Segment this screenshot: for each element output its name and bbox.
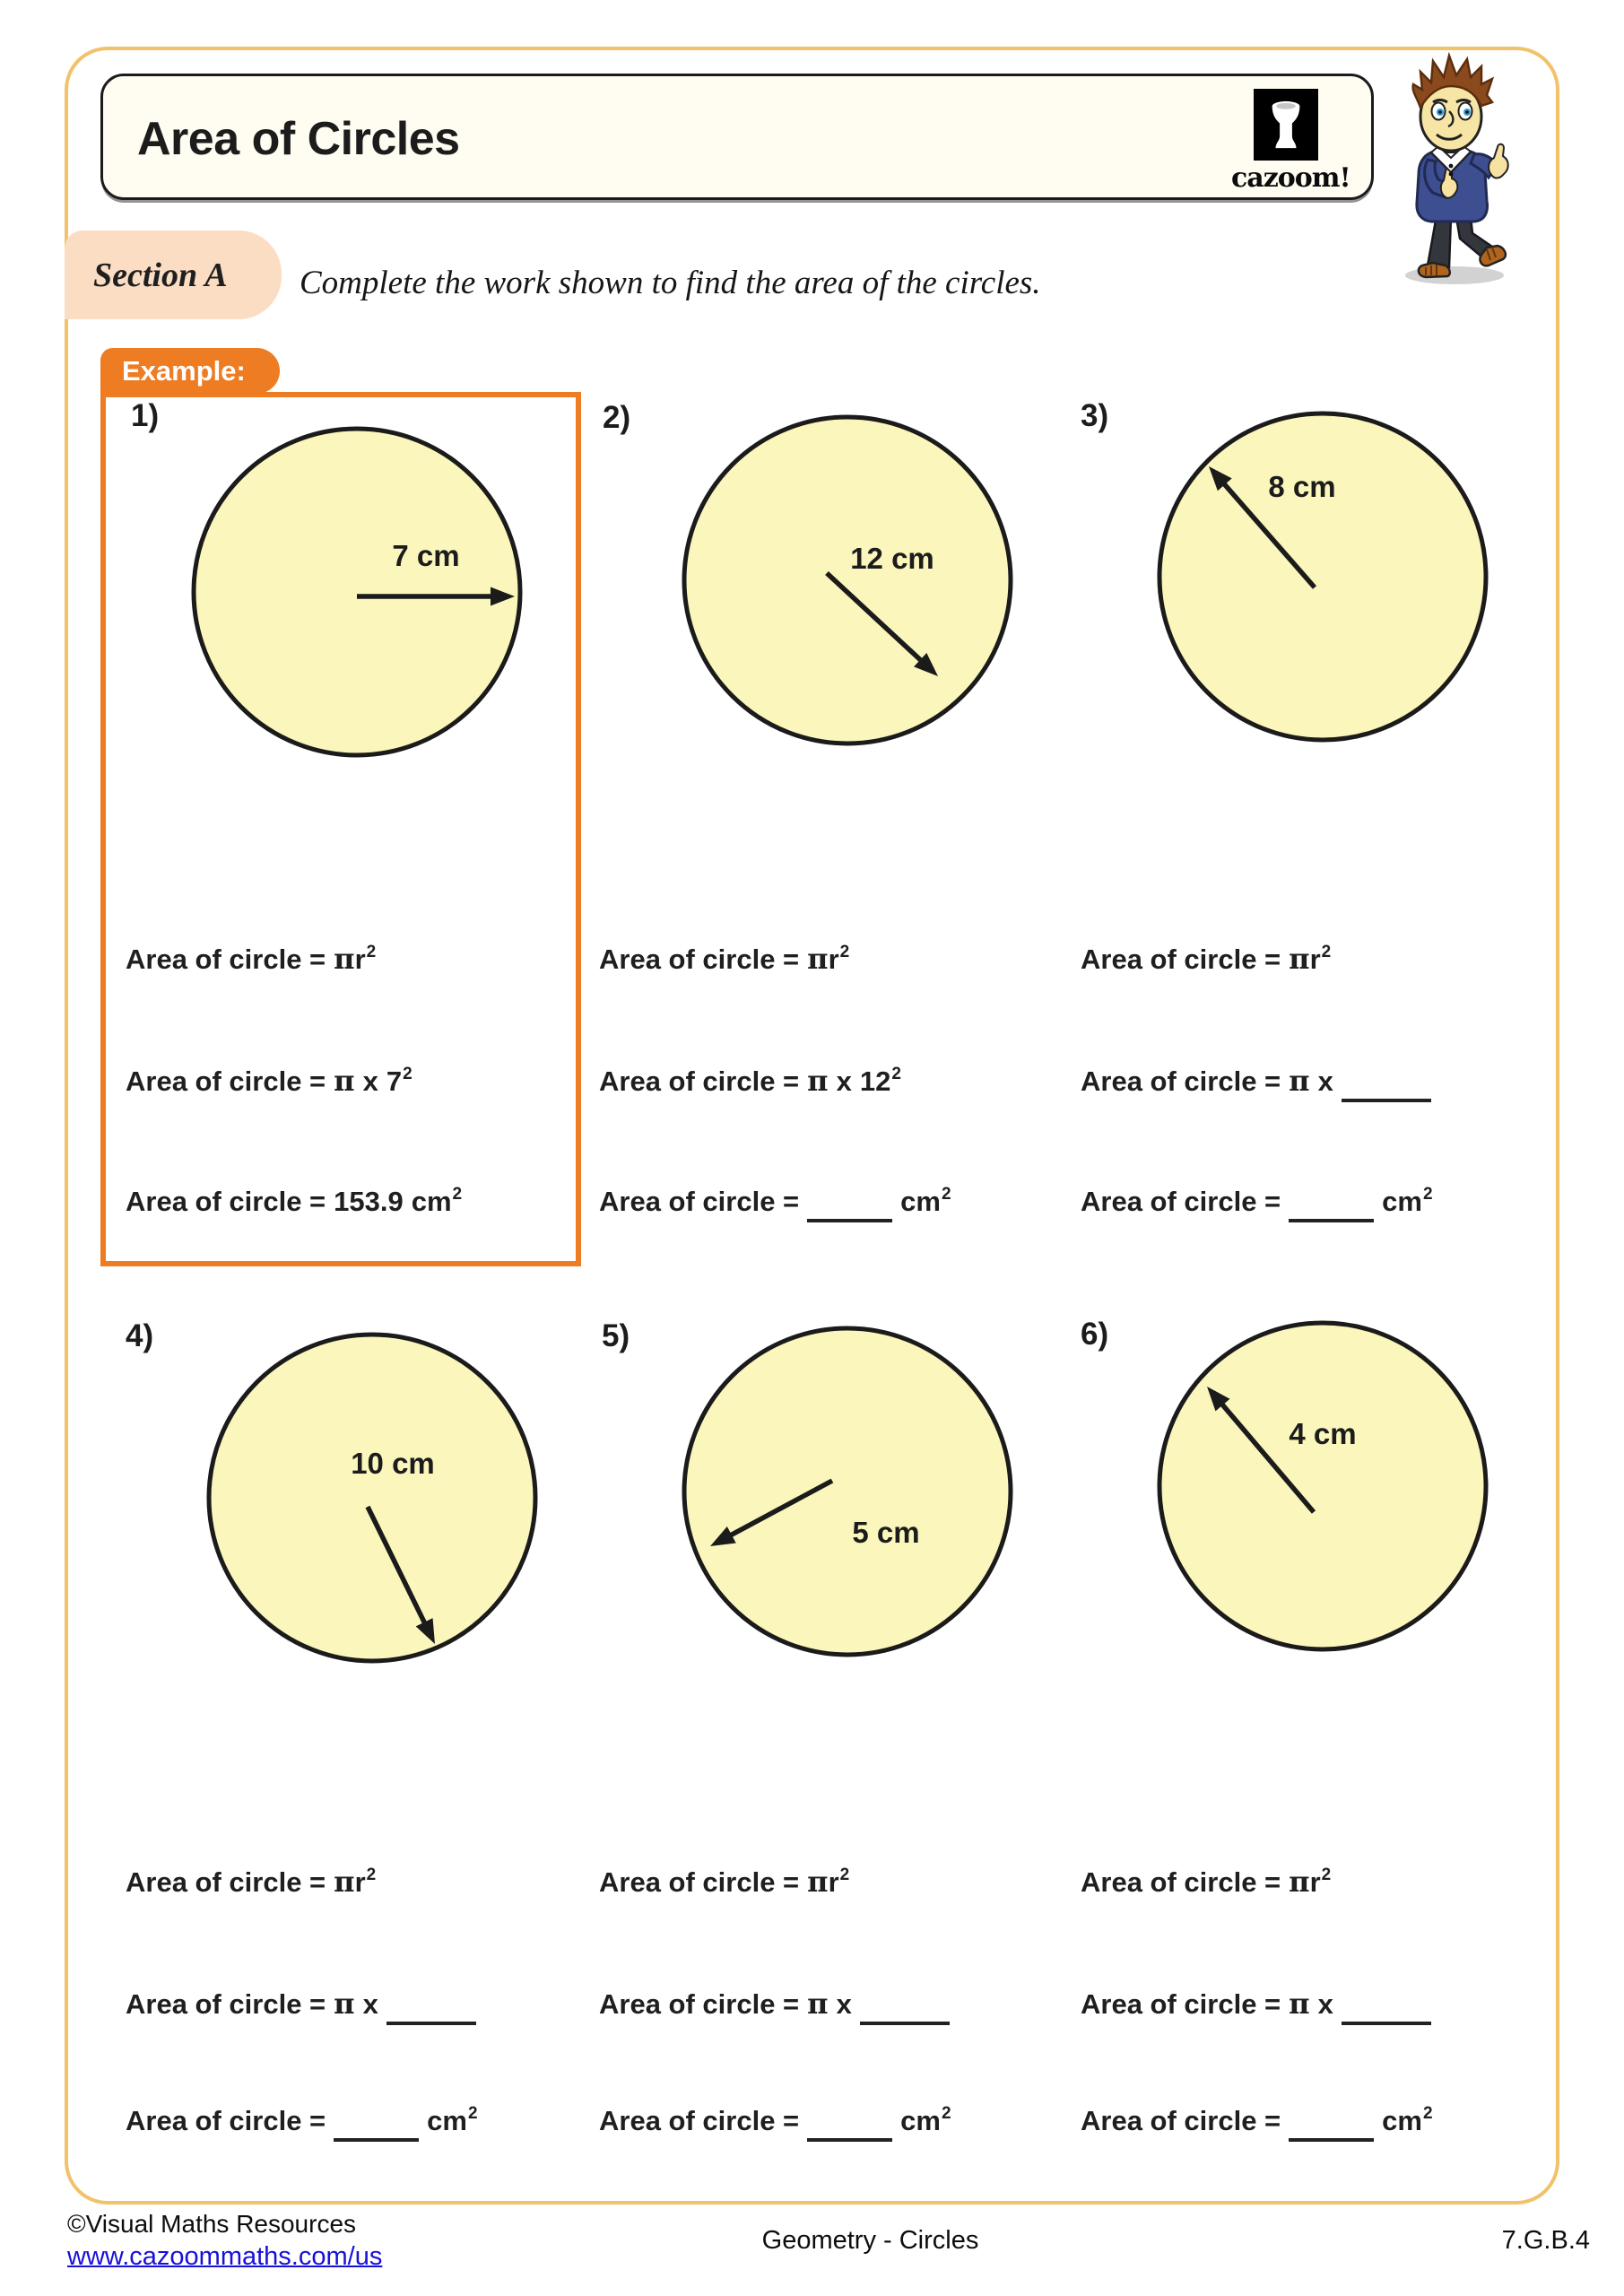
pi-symbol: π bbox=[1289, 1865, 1310, 1899]
problem-circle bbox=[684, 1328, 1011, 1655]
pi-symbol: π bbox=[334, 1064, 355, 1098]
mascot-boy-illustration bbox=[1392, 52, 1540, 290]
formula-prefix: Area of circle = bbox=[1081, 944, 1281, 975]
formula-prefix: Area of circle = bbox=[1081, 1065, 1281, 1097]
drum-icon bbox=[1254, 89, 1318, 161]
pi-symbol: π bbox=[334, 942, 355, 976]
formula-prefix: Area of circle = bbox=[1081, 1186, 1281, 1217]
pi-symbol: π bbox=[807, 1064, 829, 1098]
superscript-2: 2 bbox=[366, 943, 377, 961]
formula-line-2 bbox=[1081, 1987, 1431, 2021]
formula-line-2 bbox=[126, 1987, 476, 2021]
superscript-2: 2 bbox=[403, 1065, 413, 1083]
brand-wordmark: cazoom! bbox=[1231, 162, 1350, 194]
superscript-2: 2 bbox=[1321, 943, 1332, 961]
pi-symbol: π bbox=[807, 1865, 829, 1899]
formula-line-3 bbox=[1081, 1186, 1433, 1218]
radius-variable: r bbox=[1309, 944, 1321, 975]
superscript-2: 2 bbox=[1321, 1866, 1332, 1884]
unit-cm: cm bbox=[411, 1186, 452, 1217]
formula-prefix: Area of circle = bbox=[126, 1866, 326, 1898]
formula-term bbox=[334, 1865, 376, 1899]
formula-prefix: Area of circle = bbox=[126, 2105, 326, 2136]
formula-term bbox=[807, 1865, 849, 1899]
unit-cm: cm bbox=[1382, 1186, 1422, 1217]
problem-number: 4) bbox=[126, 1318, 154, 1353]
problem-circle bbox=[684, 417, 1011, 744]
formula-prefix: Area of circle = bbox=[599, 944, 800, 975]
formula-prefix: Area of circle = bbox=[599, 1866, 800, 1898]
times-symbol: x bbox=[836, 1065, 852, 1097]
formula-term bbox=[1382, 2105, 1432, 2137]
formula-prefix: Area of circle = bbox=[1081, 1988, 1281, 2020]
problem-circle bbox=[1159, 413, 1486, 740]
formula-term bbox=[1289, 942, 1331, 976]
circle-figure bbox=[1148, 1311, 1498, 1661]
radius-variable: r bbox=[828, 944, 839, 975]
formula-line-1 bbox=[126, 1865, 376, 1899]
formula-line-3 bbox=[1081, 2105, 1433, 2137]
formula-term bbox=[860, 1065, 901, 1098]
formula-term bbox=[1289, 1865, 1331, 1899]
times-symbol: x bbox=[1317, 1065, 1333, 1097]
formula-prefix: Area of circle = bbox=[126, 944, 326, 975]
formula-line-3 bbox=[599, 2105, 951, 2137]
superscript-2: 2 bbox=[941, 1185, 951, 1204]
footer-topic: Geometry - Circles bbox=[761, 2226, 979, 2255]
example-tab bbox=[100, 348, 280, 394]
superscript-2: 2 bbox=[839, 943, 850, 961]
radius-variable: r bbox=[828, 1866, 839, 1898]
answer-blank bbox=[334, 2115, 419, 2142]
radius-label: 8 cm bbox=[1268, 470, 1336, 503]
formula-prefix: Area of circle = bbox=[1081, 2105, 1281, 2136]
radius-label: 12 cm bbox=[850, 542, 934, 575]
formula-term bbox=[900, 2105, 951, 2137]
formula-prefix: Area of circle = bbox=[599, 1988, 800, 2020]
formula-term bbox=[427, 2105, 477, 2137]
radius-value: 12 bbox=[859, 1065, 891, 1097]
problem-number: 1) bbox=[131, 398, 160, 433]
formula-line-3 bbox=[599, 1186, 951, 1218]
problem-number: 2) bbox=[603, 400, 631, 435]
radius-label: 5 cm bbox=[852, 1516, 920, 1549]
pi-symbol: π bbox=[807, 1987, 829, 2021]
answer-blank bbox=[807, 1196, 892, 1222]
circle-figure bbox=[673, 405, 1022, 755]
formula-line-2 bbox=[1081, 1064, 1431, 1098]
radius-value: 7 bbox=[386, 1065, 403, 1097]
problem-number: 5) bbox=[602, 1318, 630, 1353]
radius-label: 7 cm bbox=[392, 539, 460, 572]
pi-symbol: π bbox=[334, 1865, 355, 1899]
formula-line-3 bbox=[126, 2105, 478, 2137]
problem-number: 3) bbox=[1081, 398, 1109, 433]
formula-line-2 bbox=[599, 1987, 950, 2021]
answer-blank bbox=[1289, 2115, 1374, 2142]
answer-blank bbox=[386, 1998, 476, 2025]
times-symbol: x bbox=[362, 1065, 378, 1097]
area-value: 153.9 bbox=[334, 1186, 404, 1217]
circle-figure bbox=[197, 1323, 547, 1673]
unit-cm: cm bbox=[1382, 2105, 1422, 2136]
superscript-2: 2 bbox=[1422, 2104, 1433, 2123]
formula-line-2 bbox=[599, 1064, 901, 1098]
superscript-2: 2 bbox=[1422, 1185, 1433, 1204]
pi-symbol: π bbox=[807, 942, 829, 976]
page-title: Area of Circles bbox=[137, 113, 460, 165]
superscript-2: 2 bbox=[941, 2104, 951, 2123]
unit-cm: cm bbox=[900, 2105, 941, 2136]
superscript-2: 2 bbox=[366, 1866, 377, 1884]
answer-blank bbox=[807, 2115, 892, 2142]
formula-term bbox=[807, 942, 849, 976]
formula-term bbox=[900, 1186, 951, 1218]
radius-variable: r bbox=[354, 1866, 366, 1898]
formula-prefix: Area of circle = bbox=[599, 1186, 800, 1217]
footer-copyright: ©Visual Maths Resources bbox=[67, 2210, 357, 2238]
times-symbol: x bbox=[362, 1988, 378, 2020]
pi-symbol: π bbox=[1289, 1987, 1310, 2021]
pi-symbol: π bbox=[1289, 1064, 1310, 1098]
radius-variable: r bbox=[1309, 1866, 1321, 1898]
formula-prefix: Area of circle = bbox=[599, 2105, 800, 2136]
answer-blank bbox=[1342, 1075, 1431, 1102]
footer-website-link[interactable]: www.cazoommaths.com/us bbox=[67, 2242, 383, 2271]
footer-standard-code: 7.G.B.4 bbox=[1501, 2226, 1590, 2255]
formula-prefix: Area of circle = bbox=[599, 1065, 800, 1097]
formula-line-1 bbox=[599, 942, 849, 976]
answer-blank bbox=[1342, 1998, 1431, 2025]
superscript-2: 2 bbox=[467, 2104, 478, 2123]
formula-line-1 bbox=[1081, 942, 1331, 976]
unit-cm: cm bbox=[900, 1186, 941, 1217]
example-tab-label: Example: bbox=[122, 355, 246, 387]
superscript-2: 2 bbox=[839, 1866, 850, 1884]
answer-blank bbox=[1289, 1196, 1374, 1222]
problem-circle bbox=[1159, 1323, 1486, 1649]
superscript-2: 2 bbox=[452, 1185, 463, 1204]
pi-symbol: π bbox=[334, 1987, 355, 2021]
formula-prefix: Area of circle = bbox=[126, 1065, 326, 1097]
times-symbol: x bbox=[836, 1988, 852, 2020]
times-symbol: x bbox=[1317, 1988, 1333, 2020]
problem-circle bbox=[209, 1335, 535, 1661]
radius-variable: r bbox=[354, 944, 366, 975]
unit-cm: cm bbox=[427, 2105, 467, 2136]
radius-label: 10 cm bbox=[351, 1447, 435, 1480]
example-box bbox=[100, 392, 581, 1266]
formula-prefix: Area of circle = bbox=[126, 1988, 326, 2020]
formula-prefix: Area of circle = bbox=[126, 1186, 326, 1217]
answer-blank bbox=[860, 1998, 950, 2025]
formula-line-1 bbox=[1081, 1865, 1331, 1899]
header bbox=[100, 74, 1374, 200]
radius-label: 4 cm bbox=[1289, 1417, 1357, 1450]
section-instruction: Complete the work shown to find the area of the circles. bbox=[300, 265, 1041, 301]
pi-symbol: π bbox=[1289, 942, 1310, 976]
circle-figure bbox=[1148, 402, 1498, 752]
formula-prefix: Area of circle = bbox=[1081, 1866, 1281, 1898]
circle-figure bbox=[673, 1317, 1022, 1666]
section-label-text: Section A bbox=[93, 257, 228, 294]
formula-term bbox=[1382, 1186, 1432, 1218]
superscript-2: 2 bbox=[891, 1065, 901, 1083]
section-label bbox=[65, 230, 282, 319]
cazoom-logo bbox=[1231, 89, 1350, 194]
problem-number: 6) bbox=[1081, 1317, 1109, 1352]
formula-line-1 bbox=[599, 1865, 849, 1899]
